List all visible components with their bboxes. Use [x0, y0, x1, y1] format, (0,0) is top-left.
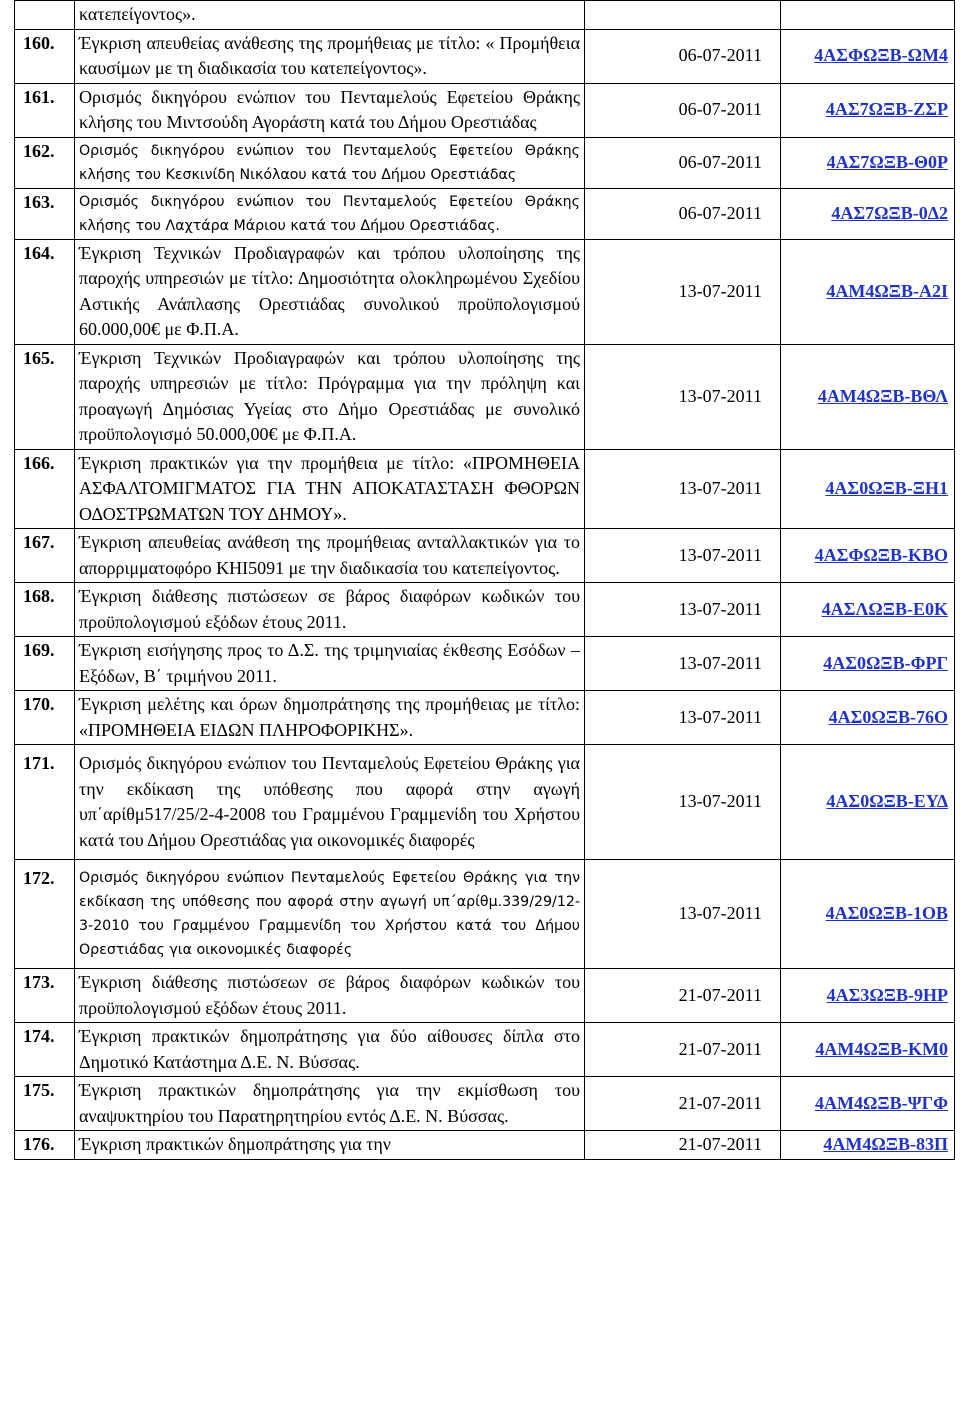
ada-cell: [781, 529, 955, 583]
decision-date: 06-07-2011: [585, 137, 781, 188]
decision-number: 169.: [15, 637, 75, 691]
ada-link[interactable]: 4ΑΣ7ΩΞΒ-0Δ2: [831, 202, 948, 223]
decision-date: 21-07-2011: [585, 1131, 781, 1160]
decision-number: 168.: [15, 583, 75, 637]
decision-number: 175.: [15, 1077, 75, 1131]
ada-cell: [781, 29, 955, 83]
ada-cell: [781, 188, 955, 239]
decision-row: [15, 1131, 955, 1160]
ada-link[interactable]: 4ΑΣΛΩΞΒ-Ε0Κ: [821, 598, 948, 619]
decision-description: Έγκριση πρακτικών δημοπράτησης για δύο αίθουσες δίπλα στο Δημοτικό Κατάστημα Δ.Ε. Ν. Βύσσας.: [75, 1023, 585, 1077]
decision-description: Έγκριση Τεχνικών Προδιαγραφών και τρόπου υλοποίησης της παροχής υπηρεσιών με τίτλο: Δημοσιότητα ολοκληρωμένου Σχεδίου Αστικής Ανάπλασης Ορεστιάδας συνολικού προϋπολογισμού 60.000,00€ με Φ.Π.Α.: [75, 239, 585, 344]
decision-date: 21-07-2011: [585, 969, 781, 1023]
ada-cell: [781, 1023, 955, 1077]
carry-over-text: κατεπείγοντος».: [75, 1, 585, 30]
decision-description: Έγκριση απευθείας ανάθεσης της προμήθειας με τίτλο: « Προμήθεια καυσίμων με τη διαδικασία του κατεπείγοντος».: [75, 29, 585, 83]
ada-link[interactable]: 4ΑΣ7ΩΞΒ-ΖΣΡ: [825, 99, 948, 120]
decision-row: [15, 691, 955, 745]
decision-row: [15, 1077, 955, 1131]
ada-cell: [781, 583, 955, 637]
decision-date: 13-07-2011: [585, 860, 781, 969]
decision-row: [15, 449, 955, 529]
decision-date: 06-07-2011: [585, 188, 781, 239]
decision-description: Ορισμός δικηγόρου ενώπιον του Πενταμελούς Εφετείου Θράκης κλήσης του Λαχτάρα Μάριου κατά του Δήμου Ορεστιάδας.: [75, 188, 585, 239]
decision-number: 171.: [15, 745, 75, 860]
decision-date: 21-07-2011: [585, 1077, 781, 1131]
decision-row: [15, 1023, 955, 1077]
ada-link[interactable]: 4ΑΣ0ΩΞΒ-ΞΗ1: [825, 478, 948, 498]
decision-description: Έγκριση διάθεσης πιστώσεων σε βάρος διαφόρων κωδικών του προϋπολογισμού εξόδων έτους 2011.: [75, 969, 585, 1023]
decision-date: 13-07-2011: [585, 529, 781, 583]
decision-date: 13-07-2011: [585, 637, 781, 691]
decision-number: 166.: [15, 449, 75, 529]
decision-date: 21-07-2011: [585, 1023, 781, 1077]
decision-row: [15, 239, 955, 344]
ada-cell: [781, 969, 955, 1023]
ada-link[interactable]: 4ΑΣ7ΩΞΒ-Θ0Ρ: [826, 151, 948, 172]
ada-cell: [781, 137, 955, 188]
ada-link[interactable]: 4ΑΣ0ΩΞΒ-ΕΥΔ: [826, 791, 948, 812]
decision-description: Ορισμός δικηγόρου ενώπιον του Πενταμελούς Εφετείου Θράκης κλήσης του Κεσκινίδη Νικόλαου κατά του Δήμου Ορεστιάδας: [75, 137, 585, 188]
carry-over-row: [15, 1, 955, 30]
decision-description: Έγκριση εισήγησης προς το Δ.Σ. της τριμηνιαίας έκθεσης Εσόδων – Εξόδων, Β΄ τριμήνου 2011.: [75, 637, 585, 691]
decision-row: [15, 745, 955, 860]
ada-cell: [781, 691, 955, 745]
ada-cell: [781, 637, 955, 691]
decision-description: Ορισμός δικηγόρου ενώπιον του Πενταμελούς Εφετείου Θράκης για την εκδίκαση της υπόθεσης που αφορά στην αγωγή υπ΄αρίθμ517/25/2-4-2008 του Γραμμένου Γραμμενίδη του Χρήστου κατά του Δήμου Ορεστιάδας για οικονομικές διαφορές: [75, 745, 585, 860]
decision-description: Έγκριση απευθείας ανάθεση της προμήθειας ανταλλακτικών για το απορριμματοφόρο ΚΗΙ5091 με την διαδικασία του κατεπείγοντος.: [75, 529, 585, 583]
decision-number: 173.: [15, 969, 75, 1023]
decision-row: [15, 83, 955, 137]
decision-number: 172.: [15, 860, 75, 969]
ada-link[interactable]: 4ΑΜ4ΩΞΒ-ΚΜ0: [815, 1038, 948, 1059]
decision-number: 162.: [15, 137, 75, 188]
decision-description: Έγκριση μελέτης και όρων δημοπράτησης της προμήθειας με τίτλο: «ΠΡΟΜΗΘΕΙΑ ΕΙΔΩΝ ΠΛΗΡΟΦΟΡΙΚΗΣ».: [75, 691, 585, 745]
decision-date: 13-07-2011: [585, 745, 781, 860]
ada-cell: [781, 239, 955, 344]
decision-number: 160.: [15, 29, 75, 83]
decision-description: Έγκριση πρακτικών για την προμήθεια με τίτλο: «ΠΡΟΜΗΘΕΙΑ ΑΣΦΑΛΤΟΜΙΓΜΑΤΟΣ ΓΙΑ ΤΗΝ ΑΠΟΚΑΤΑΣΤΑΣΗ ΦΘΟΡΩΝ ΟΔΟΣΤΡΩΜΑΤΩΝ ΤΟΥ ΔΗΜΟΥ».: [75, 449, 585, 529]
decision-row: [15, 860, 955, 969]
ada-link[interactable]: 4ΑΣ0ΩΞΒ-76Ο: [828, 706, 948, 727]
decision-date: 13-07-2011: [585, 344, 781, 449]
ada-link[interactable]: 4ΑΜ4ΩΞΒ-ΒΘΛ: [817, 385, 948, 406]
decision-row: [15, 344, 955, 449]
ada-link[interactable]: 4ΑΜ4ΩΞΒ-83Π: [823, 1134, 948, 1154]
ada-link[interactable]: 4ΑΣΦΩΞΒ-ΚΒΟ: [814, 544, 948, 565]
decision-date: 06-07-2011: [585, 29, 781, 83]
ada-link[interactable]: 4ΑΣ0ΩΞΒ-1ΟΒ: [825, 903, 948, 924]
decision-number: 176.: [15, 1131, 75, 1160]
decision-row: [15, 529, 955, 583]
decisions-table-body: [15, 1, 955, 1160]
decisions-table: [14, 0, 955, 1160]
decision-description: Ορισμός δικηγόρου ενώπιον Πενταμελούς Εφετείου Θράκης για την εκδίκαση της υπόθεσης που αφορά στην αγωγή υπ΄αρίθμ.339/29/12-3-2010 του Γραμμένου Γραμμενίδη του Χρήστου κατά του Δήμου Ορεστιάδας για οικονομικές διαφορές: [75, 860, 585, 969]
decision-description: Έγκριση πρακτικών δημοπράτησης για την: [75, 1131, 585, 1160]
decision-date: 13-07-2011: [585, 583, 781, 637]
ada-cell: [781, 83, 955, 137]
decision-date: 13-07-2011: [585, 691, 781, 745]
ada-cell: [781, 449, 955, 529]
ada-link[interactable]: 4ΑΜ4ΩΞΒ-ΨΓΦ: [814, 1092, 948, 1113]
decision-number: 161.: [15, 83, 75, 137]
decision-row: [15, 137, 955, 188]
decision-row: [15, 969, 955, 1023]
ada-link[interactable]: 4ΑΣ0ΩΞΒ-ΦΡΓ: [823, 652, 948, 673]
decision-number: 167.: [15, 529, 75, 583]
decision-description: Έγκριση Τεχνικών Προδιαγραφών και τρόπου υλοποίησης της παροχής υπηρεσιών με τίτλο: Πρόγραμμα για την πρόληψη και προαγωγή Δημόσιας Υγείας στο Δήμο Ορεστιάδας με συνολικό προϋπολογισμό 50.000,00€ με Φ.Π.Α.: [75, 344, 585, 449]
decision-row: [15, 583, 955, 637]
carry-over-date-cell: [585, 1, 781, 30]
ada-link[interactable]: 4ΑΣ3ΩΞΒ-9ΗΡ: [826, 984, 948, 1005]
ada-link[interactable]: 4ΑΣΦΩΞΒ-ΩΜ4: [814, 45, 948, 66]
ada-cell: [781, 1131, 955, 1160]
ada-cell: [781, 344, 955, 449]
decision-row: [15, 637, 955, 691]
carry-over-ada-cell: [781, 1, 955, 30]
decision-number: 163.: [15, 188, 75, 239]
ada-cell: [781, 860, 955, 969]
carry-over-num-cell: [15, 1, 75, 30]
decision-number: 174.: [15, 1023, 75, 1077]
ada-cell: [781, 745, 955, 860]
decision-description: Ορισμός δικηγόρου ενώπιον του Πενταμελούς Εφετείου Θράκης κλήσης του Μιντσούδη Αγοράστη κατά του Δήμου Ορεστιάδας: [75, 83, 585, 137]
decision-description: Έγκριση πρακτικών δημοπράτησης για την εκμίσθωση του αναψυκτηρίου του Παρατηρητηρίου εντός Δ.Ε. Ν. Βύσσας.: [75, 1077, 585, 1131]
decision-date: 13-07-2011: [585, 449, 781, 529]
decision-number: 164.: [15, 239, 75, 344]
decision-row: [15, 29, 955, 83]
decision-description: Έγκριση διάθεσης πιστώσεων σε βάρος διαφόρων κωδικών του προϋπολογισμού εξόδων έτους 2011.: [75, 583, 585, 637]
ada-link[interactable]: 4ΑΜ4ΩΞΒ-Α2Ι: [826, 280, 948, 301]
decision-date: 13-07-2011: [585, 239, 781, 344]
decision-row: [15, 188, 955, 239]
decision-number: 170.: [15, 691, 75, 745]
ada-cell: [781, 1077, 955, 1131]
decision-date: 06-07-2011: [585, 83, 781, 137]
decision-number: 165.: [15, 344, 75, 449]
